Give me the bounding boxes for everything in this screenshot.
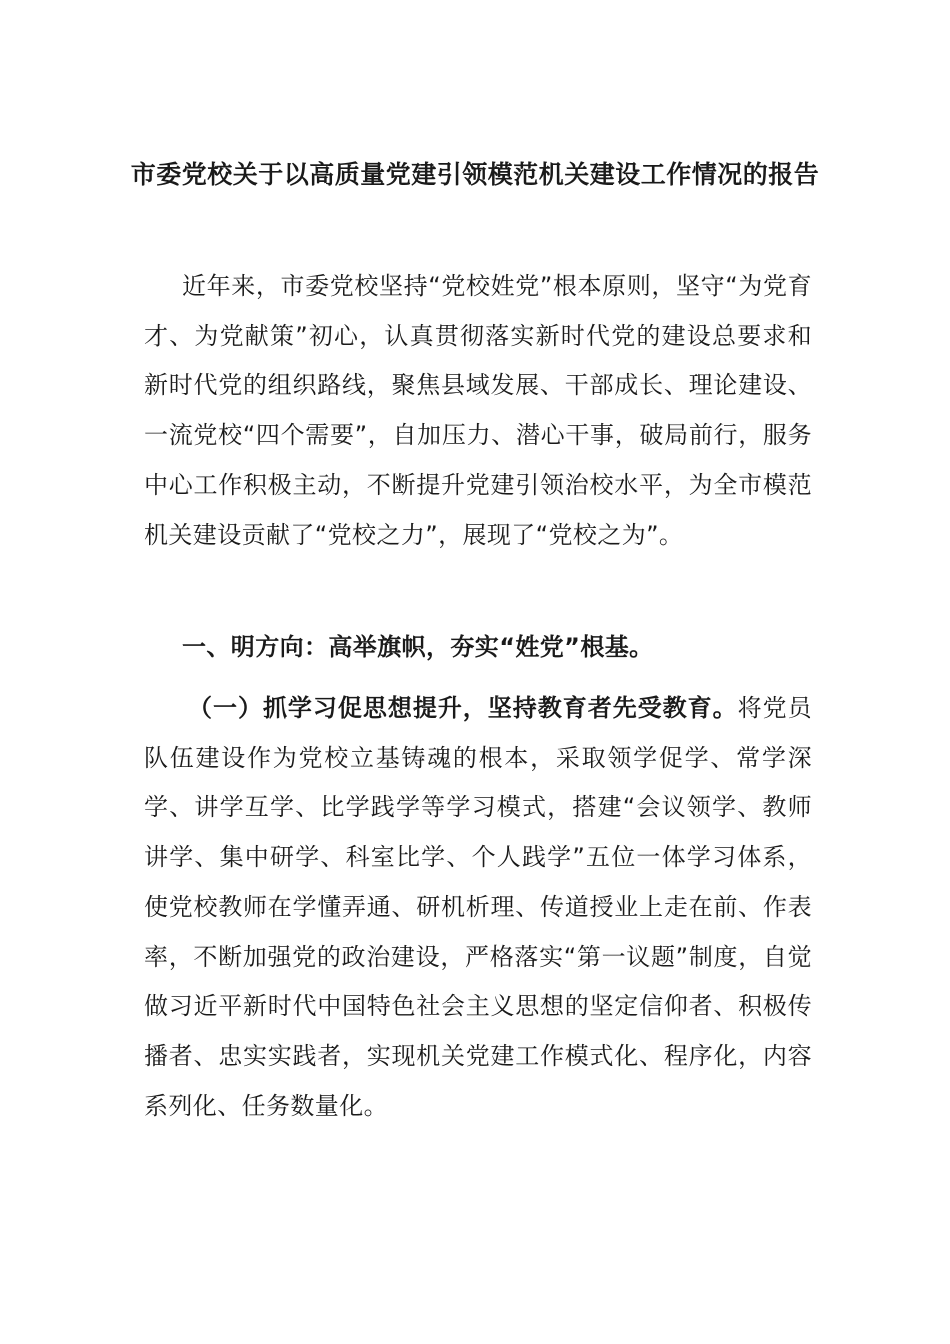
subsection-text: 将党员队伍建设作为党校立基铸魂的根本，采取领学促学、常学深学、讲学互学、比学践学等学习模式，搭建“会议领学、教师讲学、集中研学、科室比学、个人践学”五位一体学习体系，使党校教师在学懂弄通、研机析理、传道授业上走在前、作表率，不断加强党的政治建设，严格落实“第一议题”制度，自觉做习近平新时代中国特色社会主义思想的坚定信仰者、积极传播者、忠实实践者，实现机关党建工作模式化、程序化，内容系列化、任务数量化。: [144, 694, 812, 1120]
document-title: 市委党校关于以高质量党建引领模范机关建设工作情况的报告: [130, 160, 820, 189]
subsection-paragraph: [144, 684, 812, 1131]
subsection-lead: （一）抓学习促思想提升，坚持教育者先受教育。: [188, 694, 738, 722]
section-heading: 一、明方向：高举旗帜，夯实“姓党”根基。: [182, 633, 654, 661]
intro-paragraph: 近年来，市委党校坚持“党校姓党”根本原则，坚守“为党育才、为党献策”初心，认真贯彻落实新时代党的建设总要求和新时代党的组织路线，聚焦县域发展、干部成长、理论建设、一流党校“四个需要”，自加压力、潜心干事，破局前行，服务中心工作积极主动，不断提升党建引领治校水平，为全市模范机关建设贡献了“党校之力”，展现了“党校之为”。: [144, 272, 812, 549]
